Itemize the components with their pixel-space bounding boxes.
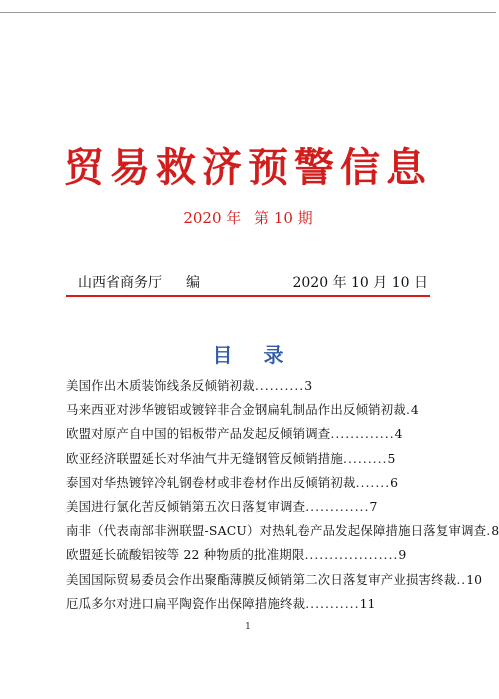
toc-item-page: 8 bbox=[491, 523, 499, 539]
toc-leader-dots: .......... bbox=[254, 378, 305, 393]
toc-leader-dots: ........... bbox=[305, 595, 360, 611]
toc-leader-dots: . bbox=[486, 523, 492, 539]
toc-item[interactable] bbox=[66, 374, 432, 398]
toc-item-title: 欧亚经济联盟延长对华油气井无缝钢管反倾销措施 bbox=[66, 450, 343, 466]
header-divider bbox=[66, 295, 430, 297]
toc-item[interactable] bbox=[66, 543, 432, 567]
toc-item-title: 马来西亚对涉华镀铝或镀锌非合金钢扁轧制品作出反倾销初裁 bbox=[66, 402, 406, 418]
toc-item-title: 美国进行氯化苦反倾销第五次日落复审调查 bbox=[66, 498, 306, 514]
toc-item-page: 4 bbox=[394, 426, 403, 442]
issue-line bbox=[0, 207, 496, 228]
publisher-row bbox=[78, 272, 428, 294]
toc-leader-dots: . bbox=[405, 402, 411, 418]
toc-item-page: 5 bbox=[387, 450, 396, 466]
document-masthead: 贸易救济预警信息 bbox=[64, 144, 432, 191]
toc-leader-dots: ............. bbox=[305, 498, 370, 514]
toc-item-title: 泰国对华热镀锌冷轧钢卷材或非卷材作出反倾销初裁 bbox=[66, 474, 356, 490]
publisher-org: 山西省商务厅 bbox=[78, 275, 162, 291]
toc-item-page: 9 bbox=[398, 547, 407, 563]
toc-item-page: 4 bbox=[410, 402, 419, 418]
toc-leader-dots: ....... bbox=[355, 474, 391, 490]
top-border-line bbox=[0, 12, 496, 13]
toc-list bbox=[66, 374, 499, 616]
page-number: 1 bbox=[245, 622, 251, 632]
toc-item[interactable] bbox=[66, 592, 432, 616]
toc-item-title: 厄瓜多尔对进口扁平陶瓷作出保障措施终裁 bbox=[66, 595, 306, 611]
publisher-edit-label: 编 bbox=[186, 275, 200, 291]
toc-item-title: 美国国际贸易委员会作出聚酯薄膜反倾销第二次日落复审产业损害终裁 bbox=[66, 571, 457, 587]
toc-leader-dots: ......... bbox=[343, 450, 388, 466]
toc-item-title: 欧盟对原产自中国的铝板带产品发起反倾销调查 bbox=[66, 426, 331, 442]
toc-item[interactable] bbox=[66, 568, 482, 592]
toc-item-page: 10 bbox=[466, 571, 482, 587]
toc-item-page: 3 bbox=[304, 378, 313, 393]
toc-leader-dots: ............. bbox=[330, 426, 395, 442]
publish-date: 2020 年 10 月 10 日 bbox=[292, 275, 428, 291]
toc-item[interactable] bbox=[66, 447, 432, 471]
toc-leader-dots: ................... bbox=[304, 547, 399, 563]
toc-item[interactable] bbox=[66, 495, 432, 519]
toc-item[interactable] bbox=[66, 398, 432, 422]
toc-item-page: 6 bbox=[390, 474, 399, 490]
issue-year: 2020 年 bbox=[183, 209, 242, 227]
toc-item[interactable] bbox=[66, 471, 432, 495]
toc-item[interactable] bbox=[66, 422, 432, 446]
toc-item-page: 11 bbox=[359, 595, 376, 611]
toc-item-title: 欧盟延长硫酸铝铵等 22 种物质的批准期限 bbox=[66, 547, 305, 563]
toc-item-title: 南非（代表南部非洲联盟-SACU）对热轧卷产品发起保障措施日落复审调查 bbox=[66, 523, 487, 539]
issue-number: 第 10 期 bbox=[254, 209, 313, 227]
toc-item-title: 美国作出木质装饰线条反倾销初裁 bbox=[66, 378, 255, 393]
toc-title: 目 录 bbox=[212, 343, 296, 367]
toc-leader-dots: .. bbox=[456, 571, 467, 587]
toc-item[interactable] bbox=[66, 519, 499, 543]
toc-item-page: 7 bbox=[369, 498, 378, 514]
